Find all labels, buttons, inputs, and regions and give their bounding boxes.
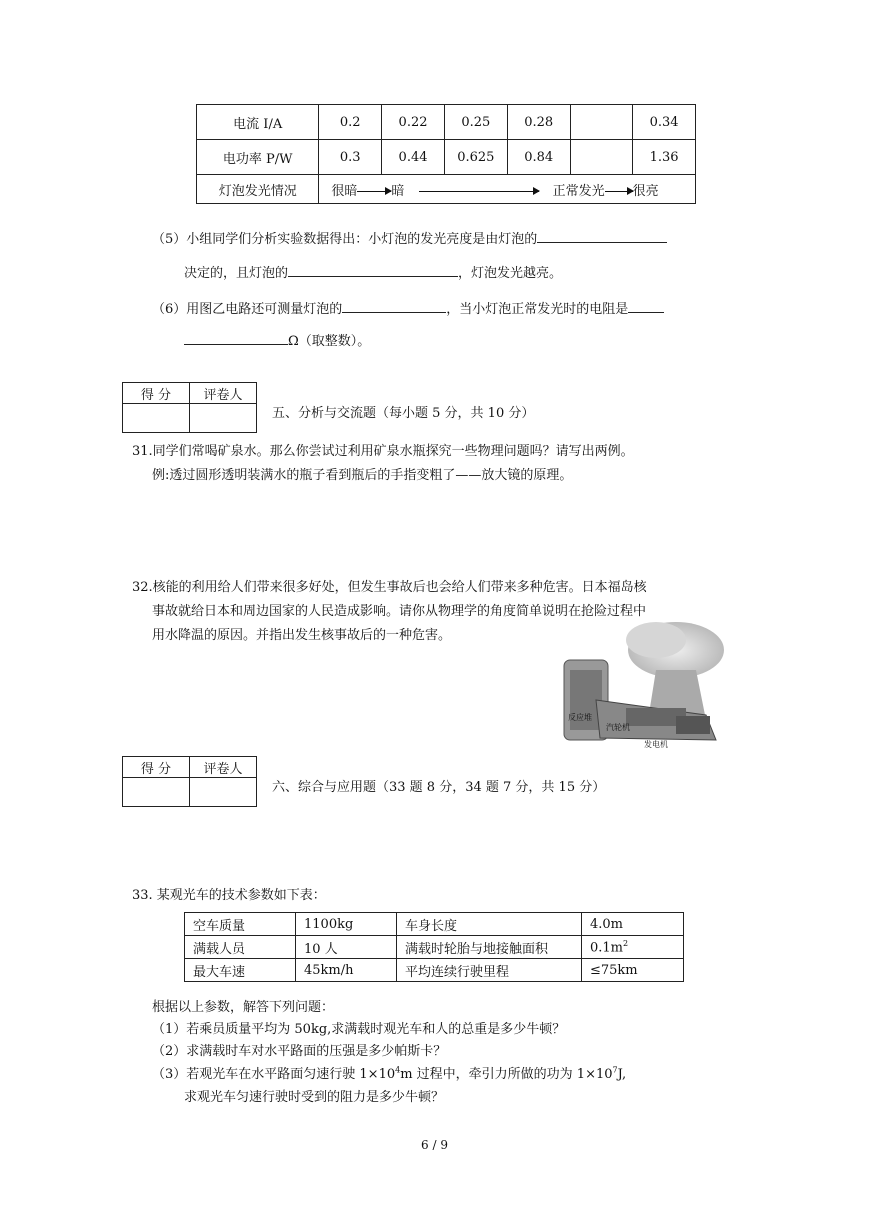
table-cell: 满载时轮胎与地接触面积 <box>397 936 582 959</box>
label-generator: 发电机 <box>644 740 668 749</box>
q6-line1 <box>152 298 664 317</box>
q6-text: Ω（取整数）。 <box>288 334 371 349</box>
q5-line1 <box>152 228 667 247</box>
table-cell: 1.36 <box>633 140 696 175</box>
q6-text: ，当小灯泡正常发光时的电阻是 <box>446 302 629 317</box>
score-box <box>122 756 257 807</box>
table-row <box>197 105 696 140</box>
table-cell: 1100kg <box>296 913 397 936</box>
grader-header: 评卷人 <box>190 757 257 778</box>
glow-dim: 暗 <box>391 183 405 199</box>
q33-text: m 过程中，牵引力所做的功为 1×10 <box>400 1067 613 1082</box>
table-row <box>197 175 696 204</box>
table-row <box>185 913 684 936</box>
table-cell: 45km/h <box>296 959 397 982</box>
table-row <box>185 936 684 959</box>
q6-text: （6）用图乙电路还可测量灯泡的 <box>152 302 343 317</box>
exponent: 7 <box>612 1065 618 1075</box>
q33-text: （3）若观光车在水平路面匀速行驶 1×10 <box>152 1067 396 1082</box>
table-row <box>197 140 696 175</box>
label-turbine: 汽轮机 <box>606 723 630 732</box>
table-cell: 0.44 <box>382 140 445 175</box>
arrow-icon <box>419 191 539 192</box>
q32-line3: 用水降温的原因。并指出发生核事故后的一种危害。 <box>152 628 452 643</box>
q33-part2: （2）求满载时车对水平路面的压强是多少帕斯卡？ <box>152 1044 447 1059</box>
q32-line2: 事故就给日本和周边国家的人民造成影响。请你从物理学的角度简单说明在抢险过程中 <box>152 604 647 619</box>
answer-blank[interactable] <box>184 330 288 345</box>
q33-part3 <box>152 1063 626 1082</box>
q33-part1: （1）若乘员质量平均为 50kg,求满载时观光车和人的总重是多少牛顿？ <box>152 1022 566 1037</box>
row-label: 电功率 P/W <box>197 140 319 175</box>
glow-very-bright: 很亮 <box>632 183 659 199</box>
q32-line1: 32.核能的利用给人们带来很多好处，但发生事故后也会给人们带来多种危害。日本福岛核 <box>132 580 647 595</box>
q5-line2 <box>184 262 562 281</box>
q5-text: ，灯泡发光越亮。 <box>458 266 563 281</box>
q31-line2: 例:透过圆形透明装满水的瓶子看到瓶后的手指变粗了——放大镜的原理。 <box>152 468 573 483</box>
score-field[interactable] <box>123 778 190 807</box>
q33-part3-line2: 求观光车匀速行驶时受到的阻力是多少牛顿？ <box>184 1090 445 1105</box>
answer-blank[interactable] <box>537 228 667 243</box>
nuclear-plant-illustration <box>556 620 726 750</box>
table-cell: 平均连续行驶里程 <box>397 959 582 982</box>
table-cell: 0.2 <box>319 105 382 140</box>
data-table <box>196 104 696 204</box>
grader-field[interactable] <box>190 778 257 807</box>
answer-blank[interactable] <box>288 262 458 277</box>
glow-cell <box>319 175 696 204</box>
section5-title: 五、分析与交流题（每小题 5 分，共 10 分） <box>272 406 535 421</box>
exponent: 4 <box>395 1065 401 1075</box>
score-header: 得 分 <box>123 383 190 404</box>
table-cell: 空车质量 <box>185 913 296 936</box>
table-cell: 0.28 <box>507 105 570 140</box>
table-cell: 0.625 <box>444 140 507 175</box>
table-cell: 车身长度 <box>397 913 582 936</box>
table-cell: 满载人员 <box>185 936 296 959</box>
tech-params-table <box>184 912 684 982</box>
q5-text: 决定的，且灯泡的 <box>184 266 289 281</box>
arrow-icon <box>605 191 633 192</box>
table-row <box>185 959 684 982</box>
table-cell <box>582 936 684 959</box>
glow-very-dim: 很暗 <box>331 183 358 199</box>
label-reactor: 反应堆 <box>568 713 592 722</box>
table-cell: 4.0m <box>582 913 684 936</box>
glow-normal: 正常发光 <box>552 183 605 199</box>
table-cell: 0.3 <box>319 140 382 175</box>
table-cell <box>570 105 633 140</box>
table-cell: 0.84 <box>507 140 570 175</box>
nuclear-plant-figure <box>556 620 726 750</box>
score-field[interactable] <box>123 404 190 433</box>
score-box <box>122 382 257 433</box>
table-cell: ≤75km <box>582 959 684 982</box>
q5-text: （5）小组同学们分析实验数据得出：小灯泡的发光亮度是由灯泡的 <box>152 232 538 247</box>
area-exponent: 2 <box>623 938 629 948</box>
answer-blank[interactable] <box>628 298 664 313</box>
score-header: 得 分 <box>123 757 190 778</box>
table-cell: 0.34 <box>633 105 696 140</box>
answer-blank[interactable] <box>342 298 446 313</box>
table-cell <box>570 140 633 175</box>
table-cell: 10 人 <box>296 936 397 959</box>
grader-header: 评卷人 <box>190 383 257 404</box>
q33-text: J, <box>617 1067 627 1082</box>
arrow-icon <box>357 191 391 192</box>
table-cell: 最大车速 <box>185 959 296 982</box>
page-number: 6 / 9 <box>421 1138 448 1152</box>
q33-lead: 根据以上参数，解答下列问题： <box>152 1000 335 1015</box>
q33-intro: 33. 某观光车的技术参数如下表： <box>132 888 326 903</box>
row-label: 灯泡发光情况 <box>197 175 319 204</box>
q31-line1: 31.同学们常喝矿泉水。那么你尝试过利用矿泉水瓶探究一些物理问题吗？请写出两例。 <box>132 444 634 459</box>
row-label: 电流 I/A <box>197 105 319 140</box>
grader-field[interactable] <box>190 404 257 433</box>
section6-title: 六、综合与应用题（33 题 8 分，34 题 7 分，共 15 分） <box>272 780 606 795</box>
table-cell: 0.22 <box>382 105 445 140</box>
area-value: 0.1m <box>590 940 624 956</box>
q6-line2 <box>184 330 370 349</box>
table-cell: 0.25 <box>444 105 507 140</box>
